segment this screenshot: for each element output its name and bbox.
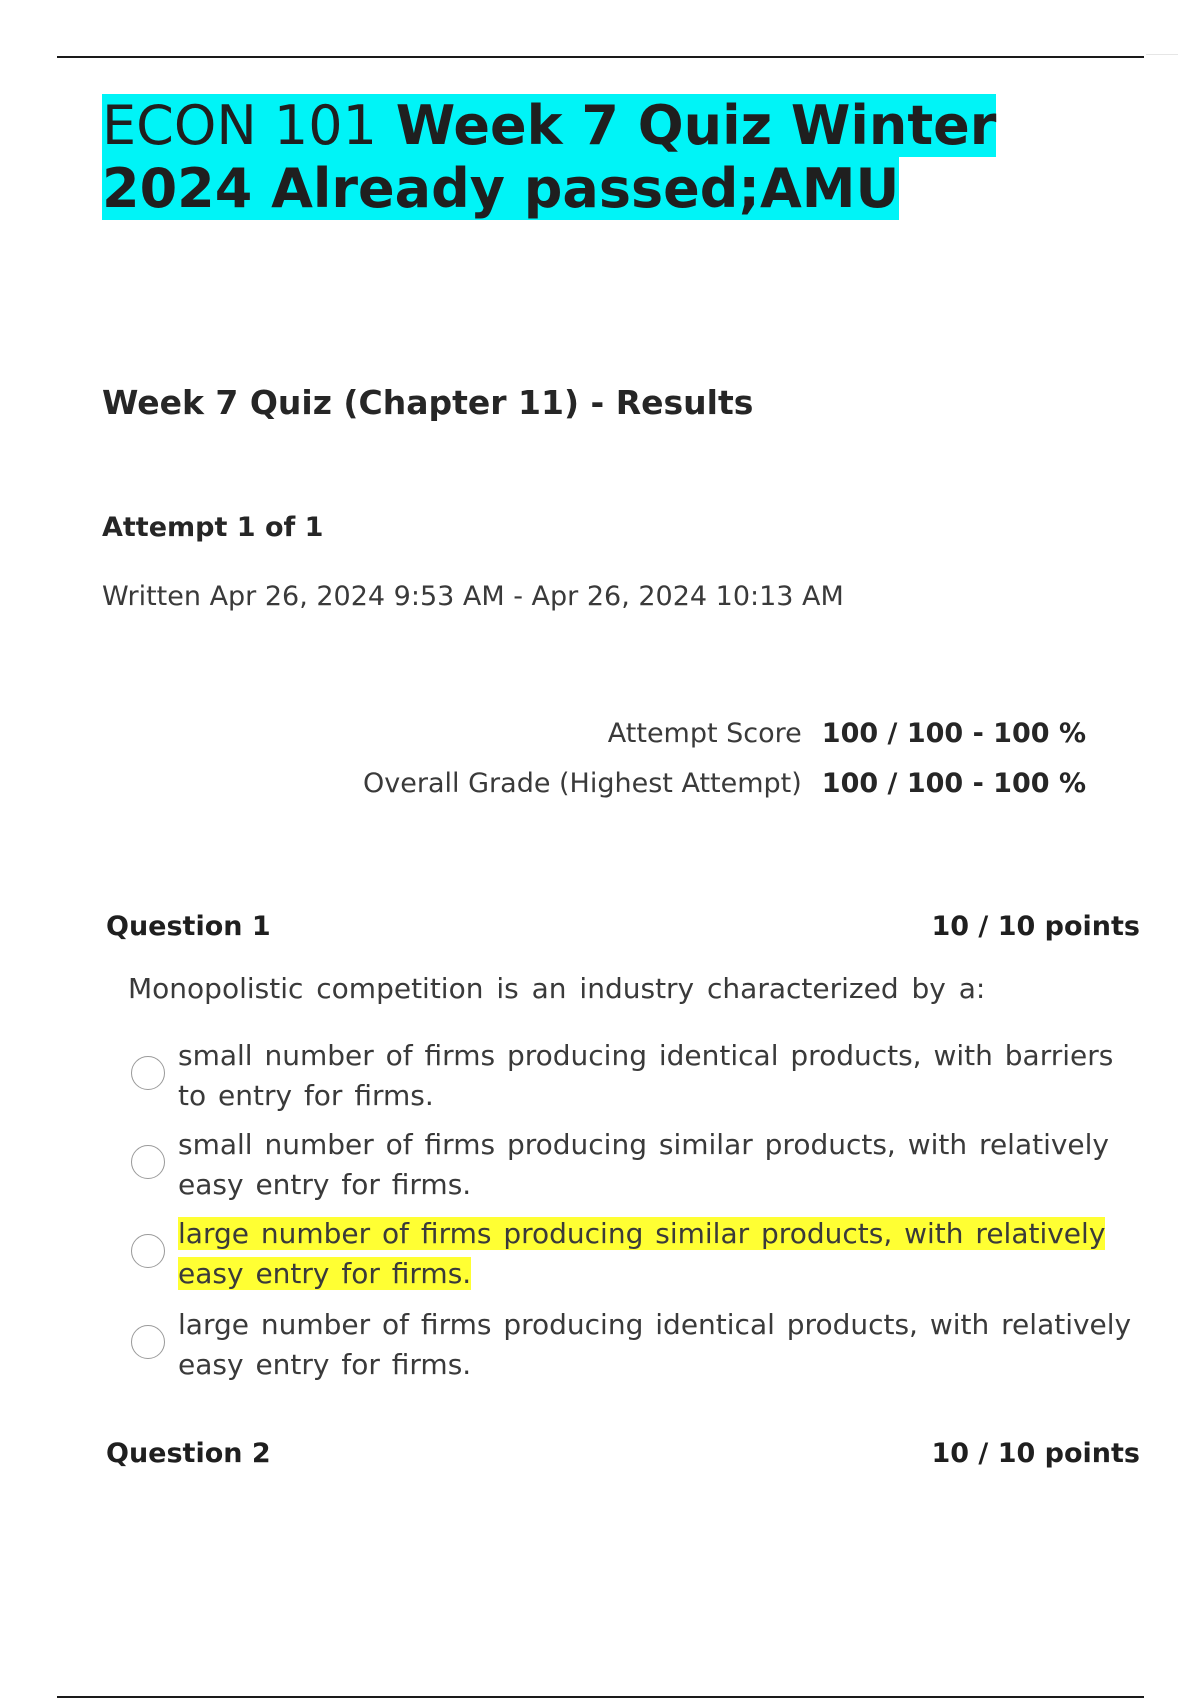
top-rule [57, 56, 1144, 58]
overall-grade-value: 100 / 100 - 100 % [821, 768, 1086, 799]
overall-grade-row [363, 768, 1086, 799]
results-heading: Week 7 Quiz (Chapter 11) - Results [102, 383, 754, 422]
attempt-label: Attempt 1 of 1 [102, 512, 324, 543]
radio-button-icon[interactable] [131, 1145, 165, 1179]
question-2-label: Question 2 [106, 1438, 271, 1469]
question-2-points: 10 / 10 points [931, 1438, 1140, 1469]
attempt-score-row [608, 718, 1086, 749]
radio-button-icon[interactable] [131, 1234, 165, 1268]
attempt-score-label: Attempt Score [607, 718, 802, 749]
answer-option-text: small number of firms producing identical products, with barriers to entry for firms. [178, 1039, 1114, 1112]
highlighted-answer-text: large number of firms producing similar products, with relatively easy entry for firms. [178, 1217, 1106, 1290]
question-1-label: Question 1 [106, 911, 271, 942]
title-course: ECON 101 [102, 94, 377, 157]
question-2-header [106, 1438, 1140, 1469]
question-1-points: 10 / 10 points [931, 911, 1140, 942]
radio-button-icon[interactable] [131, 1056, 165, 1090]
document-title [102, 94, 1152, 220]
answer-option-text: small number of firms producing similar products, with relatively easy entry for firms. [178, 1128, 1110, 1201]
question-1-header [106, 911, 1140, 942]
question-1-text: Monopolistic competition is an industry characterized by a: [128, 972, 986, 1005]
overall-grade-label: Overall Grade (Highest Attempt) [363, 768, 802, 799]
title-rest: Week 7 Quiz Winter 2024 Already passed;AMU [102, 94, 997, 220]
bottom-rule [57, 1696, 1144, 1698]
attempt-score-value: 100 / 100 - 100 % [821, 718, 1086, 749]
answer-option-text-highlighted [178, 1214, 1148, 1294]
answer-option-text: large number of firms producing identical products, with relatively easy entry for firms. [178, 1308, 1132, 1381]
written-timestamp: Written Apr 26, 2024 9:53 AM - Apr 26, 2024 10:13 AM [102, 581, 844, 612]
radio-button-icon[interactable] [131, 1325, 165, 1359]
top-rule-stub [1146, 54, 1178, 55]
